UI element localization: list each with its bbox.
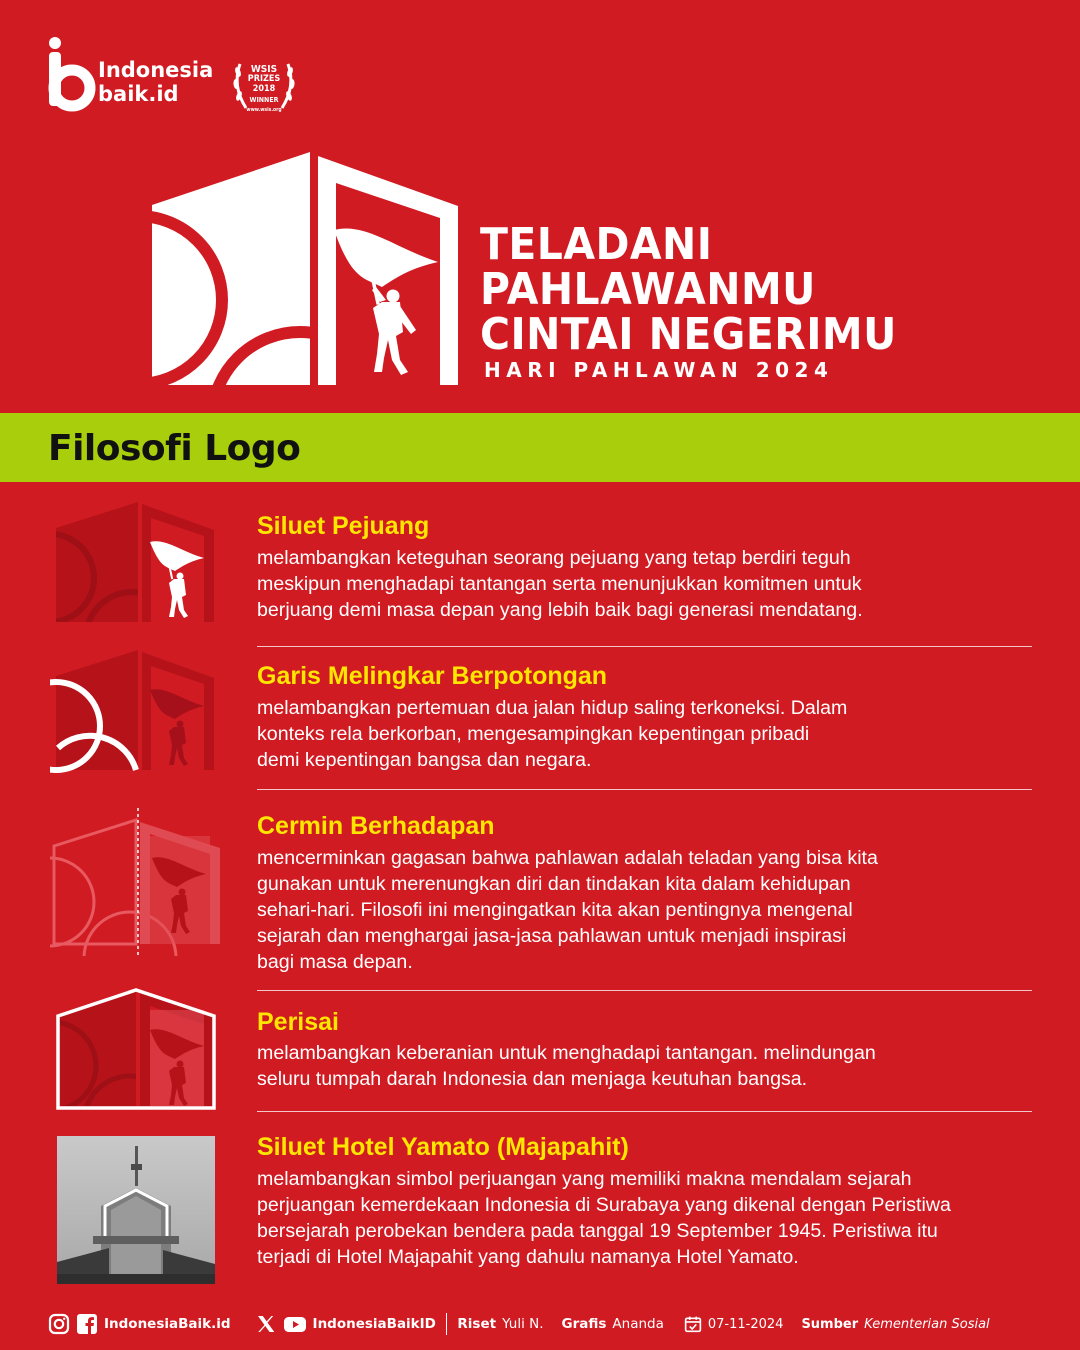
item-desc-cermin-berhadapan <box>257 845 1037 975</box>
item-title-cermin-berhadapan: Cermin Berhadapan <box>257 812 495 840</box>
brand-name <box>98 58 213 106</box>
item-title-siluet-pejuang: Siluet Pejuang <box>257 512 430 540</box>
wsis-award-badge <box>230 56 298 118</box>
desc-line: bersejarah perobekan bendera pada tanggal 19 September 1945. Peristiwa itu <box>257 1220 938 1242</box>
hero-title-line3: CINTAI NEGERIMU <box>480 309 897 360</box>
desc-line: terjadi di Hotel Majapahit yang dahulu namanya Hotel Yamato. <box>257 1246 799 1268</box>
hero-title-line1: TELADANI <box>480 219 713 270</box>
shield-outline-icon <box>50 986 230 1111</box>
desc-line: demi kepentingan bangsa dan negara. <box>257 749 592 771</box>
desc-line: melambangkan pertemuan dua jalan hidup saling terkoneksi. Dalam <box>257 697 848 719</box>
footer-riset-name: Yuli N. <box>502 1316 544 1332</box>
footer-handle-2[interactable]: IndonesiaBaikID <box>312 1316 436 1332</box>
desc-line: melambangkan keteguhan seorang pejuang yang tetap berdiri teguh <box>257 547 851 569</box>
hari-pahlawan-logo-icon <box>150 150 462 388</box>
desc-line: melambangkan keberanian untuk menghadapi tantangan. melindungan <box>257 1042 876 1064</box>
desc-line: perjuangan kemerdekaan Indonesia di Surabaya yang dikenal dengan Peristiwa <box>257 1194 951 1216</box>
footer-grafis-label: Grafis <box>561 1316 607 1332</box>
item-desc-perisai <box>257 1040 1037 1092</box>
desc-line: gunakan untuk merenungkan diri dan tindakan kita dalam kehidupan <box>257 873 851 895</box>
desc-line: sejarah dan menghargai jasa-jasa pahlawan untuk menjadi inspirasi <box>257 925 847 947</box>
award-line1: WSIS <box>250 64 278 75</box>
hero-title <box>480 219 897 360</box>
footer <box>48 1310 990 1338</box>
section-title: Filosofi Logo <box>48 428 301 469</box>
footer-date: 07-11-2024 <box>707 1316 784 1332</box>
desc-line: seluru tumpah darah Indonesia dan menjaga keutuhan bangsa. <box>257 1068 808 1090</box>
facebook-icon[interactable] <box>76 1313 98 1335</box>
facing-mirror-icon <box>50 806 230 956</box>
item-desc-garis-melingkar <box>257 695 1037 773</box>
hero-subtitle: HARI PAHLAWAN 2024 <box>484 358 834 382</box>
footer-grafis-name: Ananda <box>612 1316 664 1332</box>
divider <box>257 990 1032 991</box>
calendar-check-icon <box>684 1315 702 1333</box>
brand-name-line1: Indonesia <box>98 58 214 82</box>
desc-line: sehari-hari. Filosofi ini mengingatkan kita akan pentingnya mengenal <box>257 899 853 921</box>
instagram-icon[interactable] <box>48 1313 70 1335</box>
x-twitter-icon[interactable] <box>255 1313 277 1335</box>
item-desc-siluet-pejuang <box>257 545 1037 623</box>
desc-line: bagi masa depan. <box>257 951 413 973</box>
footer-separator <box>446 1313 448 1335</box>
indonesiabaik-logo-icon <box>46 36 96 116</box>
item-title-garis-melingkar: Garis Melingkar Berpotongan <box>257 662 608 690</box>
footer-handle-1[interactable]: IndonesiaBaik.id <box>104 1316 231 1332</box>
desc-line: konteks rela berkorban, mengesampingkan kepentingan pribadi <box>257 723 810 745</box>
award-line5: www.wsis.org <box>246 107 282 113</box>
youtube-icon[interactable] <box>283 1313 307 1335</box>
footer-sumber-label: Sumber <box>801 1316 859 1332</box>
intersecting-circles-icon <box>50 648 230 773</box>
desc-line: berjuang demi masa depan yang lebih baik bagi generasi mendatang. <box>257 599 863 621</box>
award-line2: PRIZES <box>247 74 281 84</box>
item-title-hotel-yamato: Siluet Hotel Yamato (Majapahit) <box>257 1133 629 1161</box>
desc-line: meskipun menghadapi tantangan serta menunjukkan komitmen untuk <box>257 573 862 595</box>
item-title-perisai: Perisai <box>257 1008 340 1036</box>
desc-line: mencerminkan gagasan bahwa pahlawan adalah teladan yang bisa kita <box>257 847 878 869</box>
footer-sumber-name: Kementerian Sosial <box>864 1316 990 1332</box>
hero-title-line2: PAHLAWANMU <box>480 264 816 315</box>
divider <box>257 789 1032 790</box>
divider <box>257 646 1032 647</box>
award-line4: WINNER <box>249 96 279 104</box>
item-desc-hotel-yamato <box>257 1166 1037 1270</box>
footer-riset-label: Riset <box>457 1316 497 1332</box>
brand-name-line2: baik.id <box>98 82 179 106</box>
desc-line: melambangkan simbol perjuangan yang memiliki makna mendalam sejarah <box>257 1168 912 1190</box>
hotel-yamato-photo <box>57 1136 215 1284</box>
award-line3: 2018 <box>252 84 276 94</box>
divider <box>257 1111 1032 1112</box>
fighter-silhouette-icon <box>50 500 230 625</box>
